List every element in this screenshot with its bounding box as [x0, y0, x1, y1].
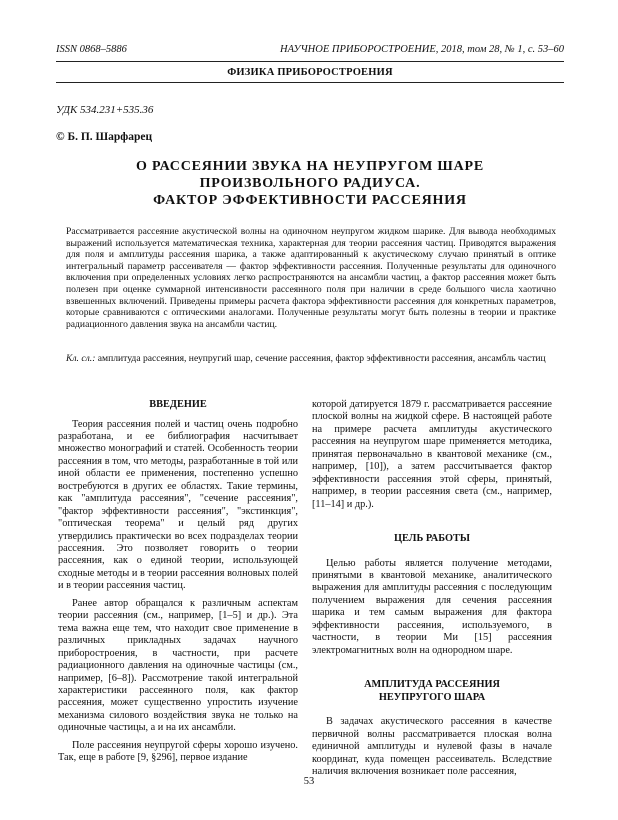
- right-column: [312, 399, 552, 778]
- keywords: [66, 353, 556, 365]
- header-rule-bottom: [56, 82, 564, 83]
- intro-heading: ВВЕДЕНИЕ: [149, 399, 207, 410]
- amplitude-heading-line: АМПЛИТУДА РАССЕЯНИЯ: [364, 679, 500, 691]
- keywords-text: амплитуда рассеяния, неупругий шар, сечение рассеяния, фактор эффективности рассеяния, ансамбль частиц: [95, 353, 546, 364]
- paragraph: Поле рассеяния неупругой сферы хорошо изучено. Так, еще в работе [9, §296], первое издание: [58, 739, 298, 764]
- article-title: [56, 158, 564, 209]
- left-column: [58, 399, 298, 765]
- paragraph: В задачах акустического рассеяния в качестве первичной волны рассматривается плоская волна единичной амплитуды и нулевой фазы в начале координат, куда помещен рассеиватель. Вследствие наличия включения возникает поле рассеяния,: [312, 716, 552, 778]
- article-title-line: ФАКТОР ЭФФЕКТИВНОСТИ РАССЕЯНИЯ: [153, 193, 467, 208]
- paragraph: которой датируется 1879 г. рассматривается рассеяние плоской волны на жидкой сфере. В настоящей работе на примере расчета амплитуды акустического рассеяния на неупругом шаре применяется методика, принятая первоначально в квантовой механике (см., например, [10]), а затем рассчитывается фактор эффективности рассеяния этой сферы, принятый, например, в теории рассеяния света (см., например, [11–14] и др.).: [312, 399, 552, 510]
- page-number: 53: [303, 776, 315, 787]
- keywords-label: Кл. сл.:: [66, 353, 96, 364]
- journal-section-title: ФИЗИКА ПРИБОРОСТРОЕНИЯ: [227, 67, 393, 78]
- paragraph: Ранее автор обращался к различным аспектам теории рассеяния (см., например, [1–5] и др.). Эта тема важна еще тем, что находит свое применение в различных прикладных задачах научного приборостроения, в частности, при расчете радиационного давления на одиночные частицы (см., например, [6–8]). Рассмотрение такой интегральной характеристики рассеянного поля, как фактор рассеяния, может существенно упростить изучение механизма силового воздействия звука не только на одиночные частицы, а и на их ансамбли.: [58, 597, 298, 734]
- goal-heading: ЦЕЛЬ РАБОТЫ: [394, 533, 470, 545]
- journal-citation: НАУЧНОЕ ПРИБОРОСТРОЕНИЕ, 2018, том 28, № 1, с. 53–60: [280, 44, 564, 55]
- author: © Б. П. Шарфарец: [56, 131, 153, 143]
- paragraph: Теория рассеяния полей и частиц очень подробно разработана, и ее библиография насчитывает множество монографий и статей. Особенность теории рассеяния в том, что методы, разработанные в той или иной области ее применения, постепенно успешно востребуются в других ее областях. Такие термины, как "амплитуда рассеяния", "сечение рассеяния", "фактор эффективности рассеяния", "экстинкция", "оптическая теорема" и целый ряд других утвердились практически во всех подразделах теории рассеяния. Это позволяет говорить о теории рассеяния, как о единой теории, использующей сходные методы и в теории рассеяния волновых полей и в теории рассеяния частиц.: [58, 418, 298, 592]
- abstract: Рассматривается рассеяние акустической волны на одиночном неупругом жидком шарике. Для вывода необходимых выражений используется математическая техника, характерная для теории рассеяния частиц. Приводятся выражения для поля и амплитуды рассеяния шарика, а также адаптированный к акустическому случаю принятый в оптике интегральный параметр рассеивателя — фактор эффективности рассеяния. Полученные результаты для одиночного включения при определенных условиях легко распространяются на ансамбли частиц, а фактор рассеяния может быть полезен при оценке суммарной интенсивности рассеянного поля при наличии в среде большого числа хаотично взвешенных включений. Приведены примеры расчета фактора эффективности рассеяния для конкретных параметров, которые сравниваются с оптическими аналогами. Полученные результаты могут быть полезны в теории и практике радиационного давления звука на ансамбли частиц.: [66, 226, 556, 330]
- amplitude-heading: [312, 679, 552, 704]
- article-title-line: О РАССЕЯНИИ ЗВУКА НА НЕУПРУГОМ ШАРЕ: [136, 159, 484, 174]
- issn: ISSN 0868–5886: [56, 44, 127, 55]
- amplitude-heading-line: НЕУПРУГОГО ШАРА: [378, 691, 486, 703]
- article-title-line: ПРОИЗВОЛЬНОГО РАДИУСА.: [199, 176, 421, 191]
- header-rule-top: [56, 61, 564, 62]
- paragraph: Целью работы является получение методами, принятыми в квантовой механике, аналитического выражения для амплитуды рассеяния с последующим получением выражения для сечения рассеяния шарика и тем самым выражения для фактора эффективности рассеяния, используемого, в частности, в теории Ми [15] рассеяния электромагнитных волн на однородном шаре.: [312, 557, 552, 656]
- udk-code: УДК 534.231+535.36: [56, 104, 154, 116]
